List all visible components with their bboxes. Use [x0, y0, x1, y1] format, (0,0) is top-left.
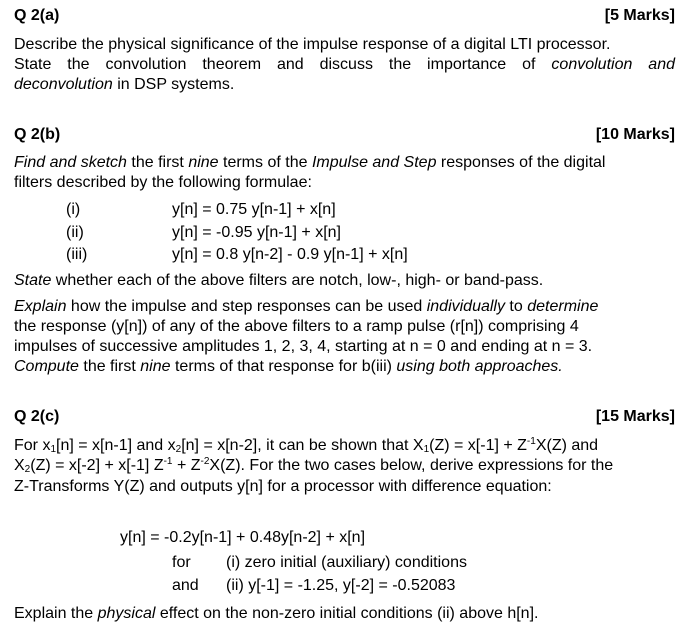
q2b-item-label-2: (ii) — [66, 224, 84, 241]
q2b-compute-italic: Compute — [14, 358, 79, 375]
q2b-state-italic: State — [14, 272, 52, 289]
q2b-marks: [10 Marks] — [595, 126, 675, 143]
q2b-heading: Q 2(b) — [14, 126, 61, 143]
q2a-marks: [5 Marks] — [604, 7, 675, 24]
q2a-line-2-italic: convolution and — [551, 56, 675, 73]
q2c-superscript: -1 — [163, 456, 173, 467]
q2c-heading: Q 2(c) — [14, 408, 60, 425]
q2c-superscript: -1 — [526, 436, 536, 447]
q2c-text: X(Z). For the two cases below, derive expressions for the — [209, 457, 614, 474]
q2b-state-line — [14, 271, 675, 291]
q2b-nine-italic: nine — [140, 358, 171, 375]
q2b-find-italic: Find and sketch — [14, 154, 127, 171]
q2c-line-1 — [14, 436, 675, 456]
q2a-line-3 — [14, 75, 675, 95]
q2b-text: terms of the — [218, 154, 312, 171]
q2c-text: (Z) = x[-1] + Z — [429, 437, 527, 454]
q2a-heading: Q 2(a) — [14, 7, 60, 24]
q2b-text: the first — [78, 358, 141, 375]
q2c-line-2 — [14, 456, 675, 476]
q2c-subscript: 2 — [24, 464, 31, 475]
q2c-text: For x — [14, 437, 51, 454]
q2b-impulse-step-italic: Impulse and Step — [311, 154, 437, 171]
q2b-explain-italic: Explain — [14, 298, 67, 315]
q2b-item-label-1: (i) — [66, 201, 81, 218]
q2c-text: [n] = x[n-2], it can be shown that X — [181, 437, 424, 454]
q2c-text: effect on the non-zero initial conditions (ii) above h[n]. — [155, 605, 539, 622]
q2c-subscript: 1 — [50, 444, 57, 455]
q2b-determine-italic: determine — [527, 298, 599, 315]
q2c-text: (Z) = x[-2] + x[-1] Z — [30, 457, 164, 474]
q2c-for-label: for — [172, 554, 191, 571]
q2c-text: Explain the — [14, 605, 98, 622]
q2b-individually-italic: individually — [426, 298, 505, 315]
q2a-line-2 — [14, 55, 675, 75]
q2b-both-approaches-italic: using both approaches. — [396, 358, 563, 375]
q2a-line-3-italic: deconvolution — [14, 76, 113, 93]
q2b-explain-line-3: impulses of successive amplitudes 1, 2, 3, 4, starting at n = 0 and ending at n = 3. — [14, 338, 593, 355]
q2c-superscript: -2 — [200, 456, 210, 467]
q2c-subscript: 1 — [423, 444, 430, 455]
q2a-line-2-text: State the convolution theorem and discuss the importance of — [14, 56, 552, 73]
q2b-item-eq-3: y[n] = 0.8 y[n-2] - 0.9 y[n-1] + x[n] — [172, 246, 408, 263]
q2c-case-1: (i) zero initial (auxiliary) conditions — [226, 554, 467, 571]
q2a-line-3-text: in DSP systems. — [112, 76, 235, 93]
q2c-marks: [15 Marks] — [595, 408, 675, 425]
q2b-item-eq-1: y[n] = 0.75 y[n-1] + x[n] — [172, 201, 336, 218]
q2b-text: whether each of the above filters are notch, low-, high- or band-pass. — [51, 272, 544, 289]
q2c-text: X(Z) and — [535, 437, 599, 454]
q2b-line-1 — [14, 153, 675, 173]
q2c-case-2: (ii) y[-1] = -1.25, y[-2] = -0.52083 — [226, 577, 456, 594]
q2b-item-eq-2: y[n] = -0.95 y[n-1] + x[n] — [172, 224, 341, 241]
q2b-line-2: filters described by the following formulae: — [14, 174, 312, 191]
q2c-physical-italic: physical — [97, 605, 156, 622]
q2b-text: to — [504, 298, 528, 315]
q2b-text: how the impulse and step responses can be used — [66, 298, 427, 315]
q2c-subscript: 2 — [175, 444, 182, 455]
q2b-explain-line-1 — [14, 297, 675, 317]
q2c-text: [n] = x[n-1] and x — [56, 437, 176, 454]
q2c-text: X — [14, 457, 25, 474]
q2b-item-label-3: (iii) — [66, 246, 88, 263]
q2b-text: the first — [126, 154, 189, 171]
q2c-and-label: and — [172, 577, 199, 594]
q2b-text: terms of that response for b(iii) — [170, 358, 397, 375]
q2c-line-3: Z-Transforms Y(Z) and outputs y[n] for a processor with difference equation: — [14, 478, 552, 495]
q2b-text: responses of the digital — [436, 154, 606, 171]
q2b-compute-line — [14, 357, 675, 377]
q2c-text: + Z — [172, 457, 201, 474]
q2c-difference-equation: y[n] = -0.2y[n-1] + 0.48y[n-2] + x[n] — [120, 529, 366, 546]
q2b-explain-line-2: the response (y[n]) of any of the above filters to a ramp pulse (r[n]) comprising 4 — [14, 318, 579, 335]
q2a-line-1: Describe the physical significance of the impulse response of a digital LTI processor. — [14, 36, 611, 53]
q2b-nine-italic: nine — [188, 154, 219, 171]
q2c-last-line — [14, 604, 675, 624]
